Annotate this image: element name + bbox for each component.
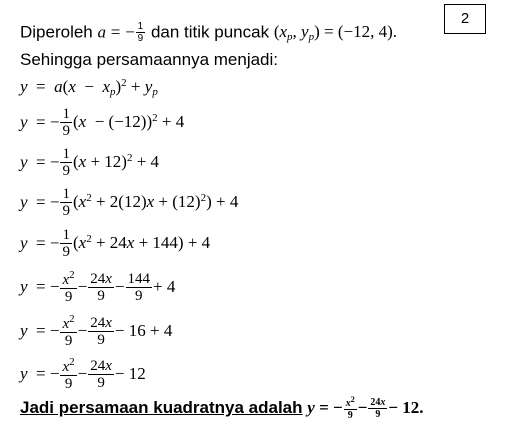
conclusion-text: Jadi persamaan kuadratnya adalah (20, 397, 303, 417)
fraction: $\frac{24x}{9}$ (90, 314, 112, 348)
fraction: $\frac{1}{9}$ (62, 106, 70, 139)
equation-line: $y = a(x - x_p)^2 + y_p$ (20, 77, 158, 98)
intro-line: Diperoleh a = − $\frac{1}{9}$ dan titik puncak ($x_p$, $y_p) = (-12$, 4). (20, 21, 398, 44)
fraction: $\frac{1}{9}$ (62, 227, 70, 260)
fraction: $\frac{x^2}{9}$ (62, 313, 75, 349)
fraction: $\frac{24x}{9}$ (90, 357, 112, 391)
equation-line: y = − $\frac{x^2}{9}$ − $\frac{24x}{9}$ − $\frac{144}{9}$ + 4 (20, 269, 176, 305)
fraction: $\frac{x^2}{9}$ (345, 395, 355, 421)
intro-mid: dan titik puncak (150, 22, 270, 42)
fraction: $\frac{24x}{9}$ (370, 396, 386, 420)
fraction: $\frac{x^2}{9}$ (62, 269, 75, 305)
fraction: $\frac{1}{9}$ (62, 186, 70, 219)
equation-line: y = − $\frac{1}{9}$ $(x^2 + 24x + 144) + 4$ (20, 227, 211, 260)
equation-line: y = − $\frac{x^2}{9}$ − $\frac{24x}{9}$ − 16 + 4 (20, 313, 173, 349)
fraction: $\frac{1}{9}$ (137, 21, 144, 44)
equation-line: y = − $\frac{1}{9}$ $(x - (-12))^2 + 4$ (20, 106, 185, 139)
equation-line: y = − $\frac{1}{9}$ $(x + 12)^2 + 4$ (20, 146, 160, 179)
fraction: $\frac{24x}{9}$ (90, 270, 112, 304)
sehingga-line: Sehingga persamaannya menjadi: (20, 50, 279, 69)
equation-line: y = − $\frac{x^2}{9}$ − $\frac{24x}{9}$ − 12 (20, 356, 146, 392)
problem-number-box: 2 (444, 4, 486, 34)
conclusion-line: Jadi persamaan kuadratnya adalah y = − $\frac{x^2}{9}$ − $\frac{24x}{9}$ − 12. (20, 395, 424, 421)
intro-prefix: Diperoleh (20, 22, 93, 42)
fraction: $\frac{1}{9}$ (62, 146, 70, 179)
fraction: $\frac{x^2}{9}$ (62, 356, 75, 392)
equation-line: y = − $\frac{1}{9}$ $(x^2 + 2(12)x + (12)^2) + 4$ (20, 186, 239, 219)
fraction: $\frac{144}{9}$ (127, 270, 151, 304)
